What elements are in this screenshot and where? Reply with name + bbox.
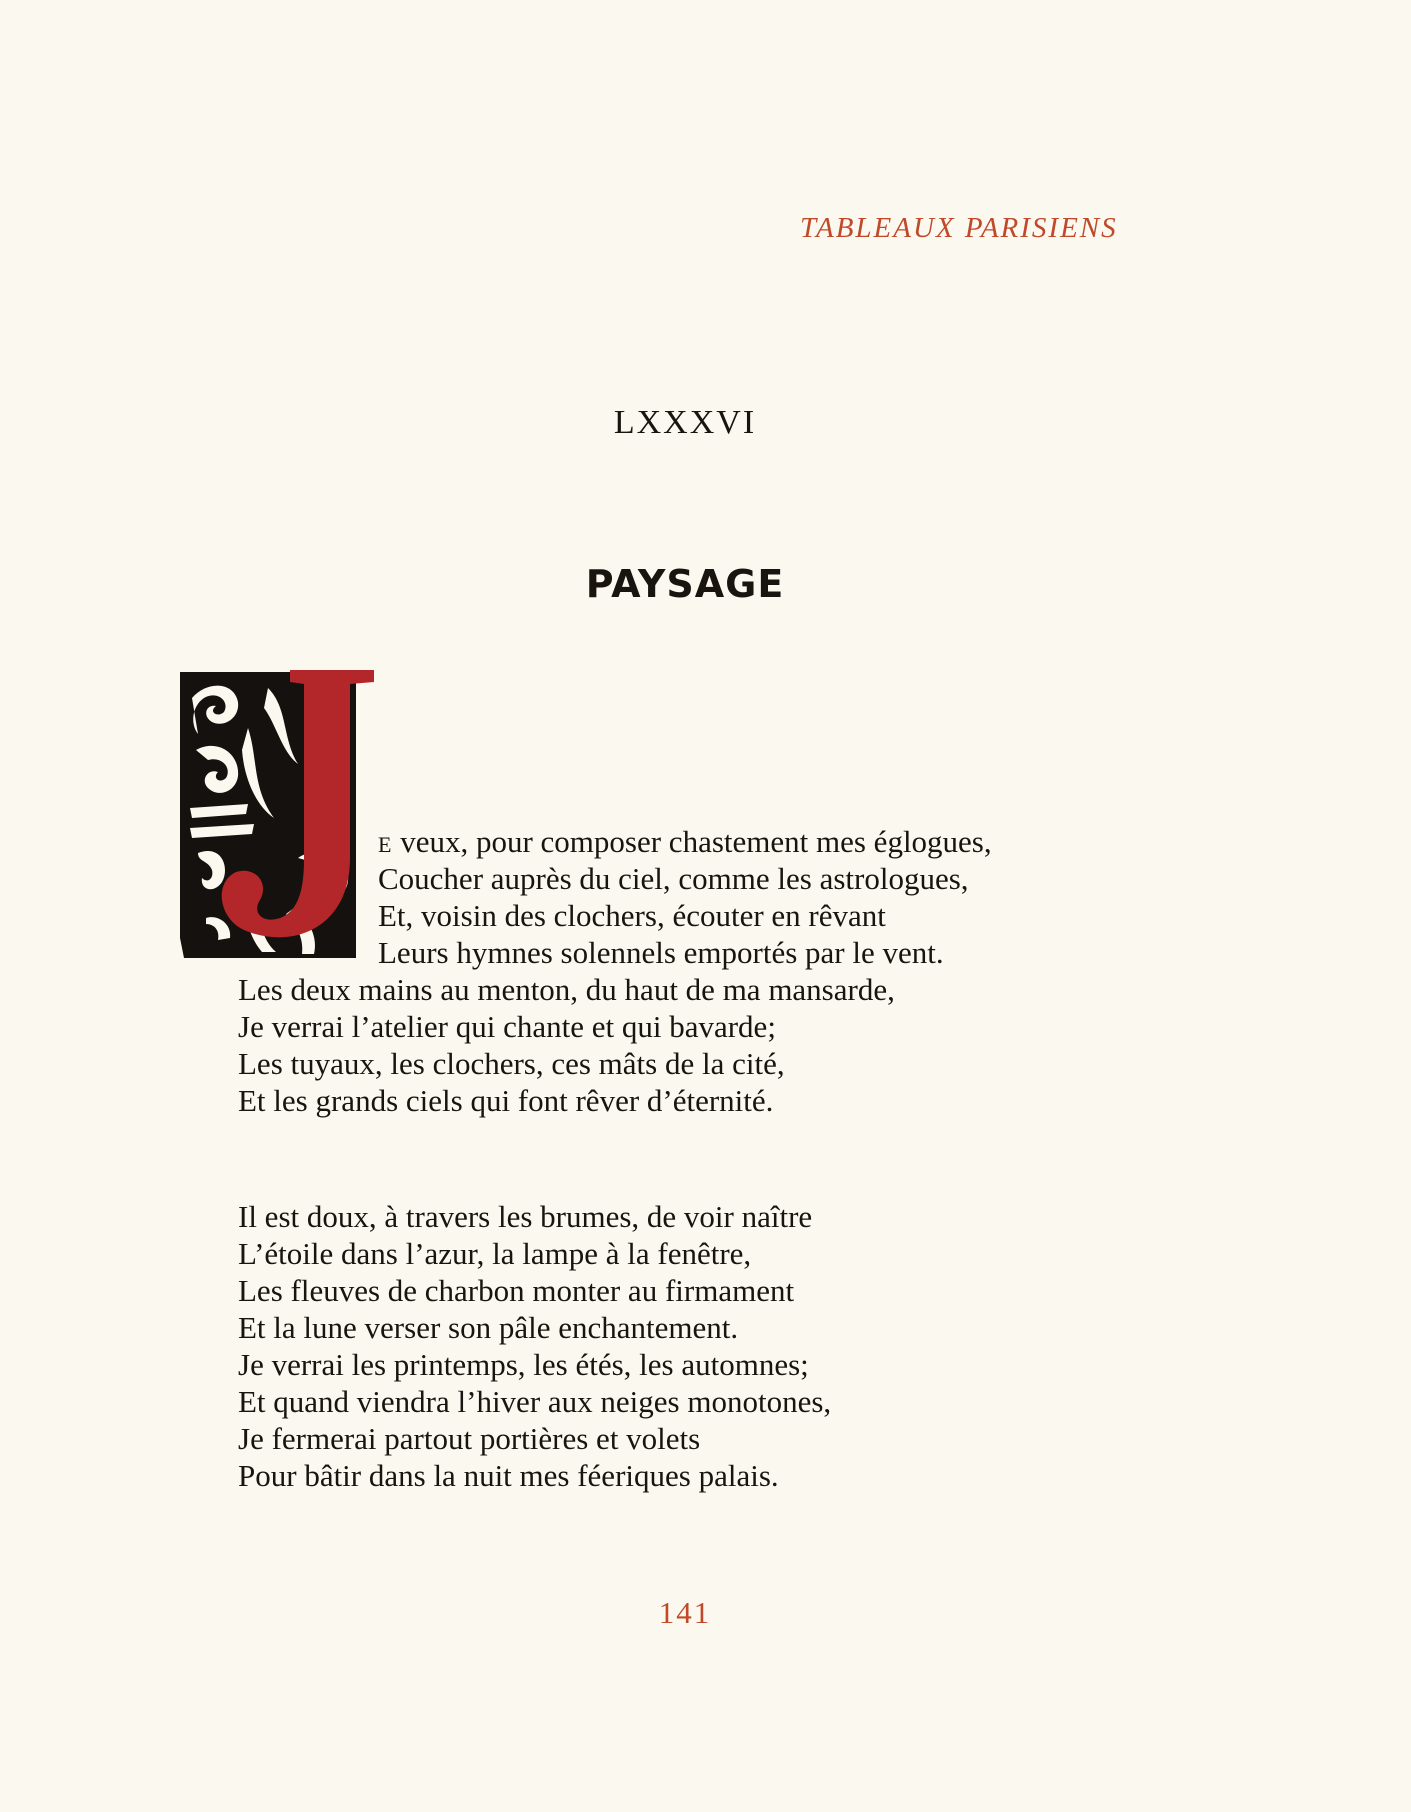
first-line-rest: veux, pour composer chastement mes églogues, xyxy=(392,824,992,859)
verse-line: Les deux mains au menton, du haut de ma mansarde, xyxy=(238,972,895,1007)
verse-line: Je verrai l’atelier qui chante et qui bavarde; xyxy=(238,1009,776,1044)
stanza-1-indented-lines xyxy=(378,823,992,971)
verse-line: Les tuyaux, les clochers, ces mâts de la cité, xyxy=(238,1046,785,1081)
verse-line: Pour bâtir dans la nuit mes féeriques palais. xyxy=(238,1458,779,1493)
verse-line: Les fleuves de charbon monter au firmament xyxy=(238,1273,795,1308)
running-head: TABLEAUX PARISIENS xyxy=(800,212,1118,244)
page-number: 141 xyxy=(658,1595,712,1630)
chapter-number: LXXXVI xyxy=(613,404,757,441)
stanza-1-lines xyxy=(238,971,895,1119)
verse-line: Et quand viendra l’hiver aux neiges monotones, xyxy=(238,1384,832,1419)
verse-line: Il est doux, à travers les brumes, de voir naître xyxy=(238,1199,813,1234)
verse-line: L’étoile dans l’azur, la lampe à la fenêtre, xyxy=(238,1236,752,1271)
verse-line: Leurs hymnes solennels emportés par le vent. xyxy=(378,935,944,970)
first-line-lead: E xyxy=(378,832,393,857)
stanza-2 xyxy=(238,1198,831,1494)
verse-line: Je verrai les printemps, les étés, les automnes; xyxy=(238,1347,809,1382)
verse-line: Et les grands ciels qui font rêver d’éternité. xyxy=(238,1083,774,1118)
poem-title: PAYSAGE xyxy=(585,562,785,606)
verse-line: Et, voisin des clochers, écouter en rêvant xyxy=(378,898,886,933)
verse-line: Je fermerai partout portières et volets xyxy=(238,1421,701,1456)
verse-line: Coucher auprès du ciel, comme les astrologues, xyxy=(378,861,969,896)
verse-line: Et la lune verser son pâle enchantement. xyxy=(238,1310,739,1345)
verse-line xyxy=(378,823,992,860)
ornamental-dropcap xyxy=(178,668,374,963)
